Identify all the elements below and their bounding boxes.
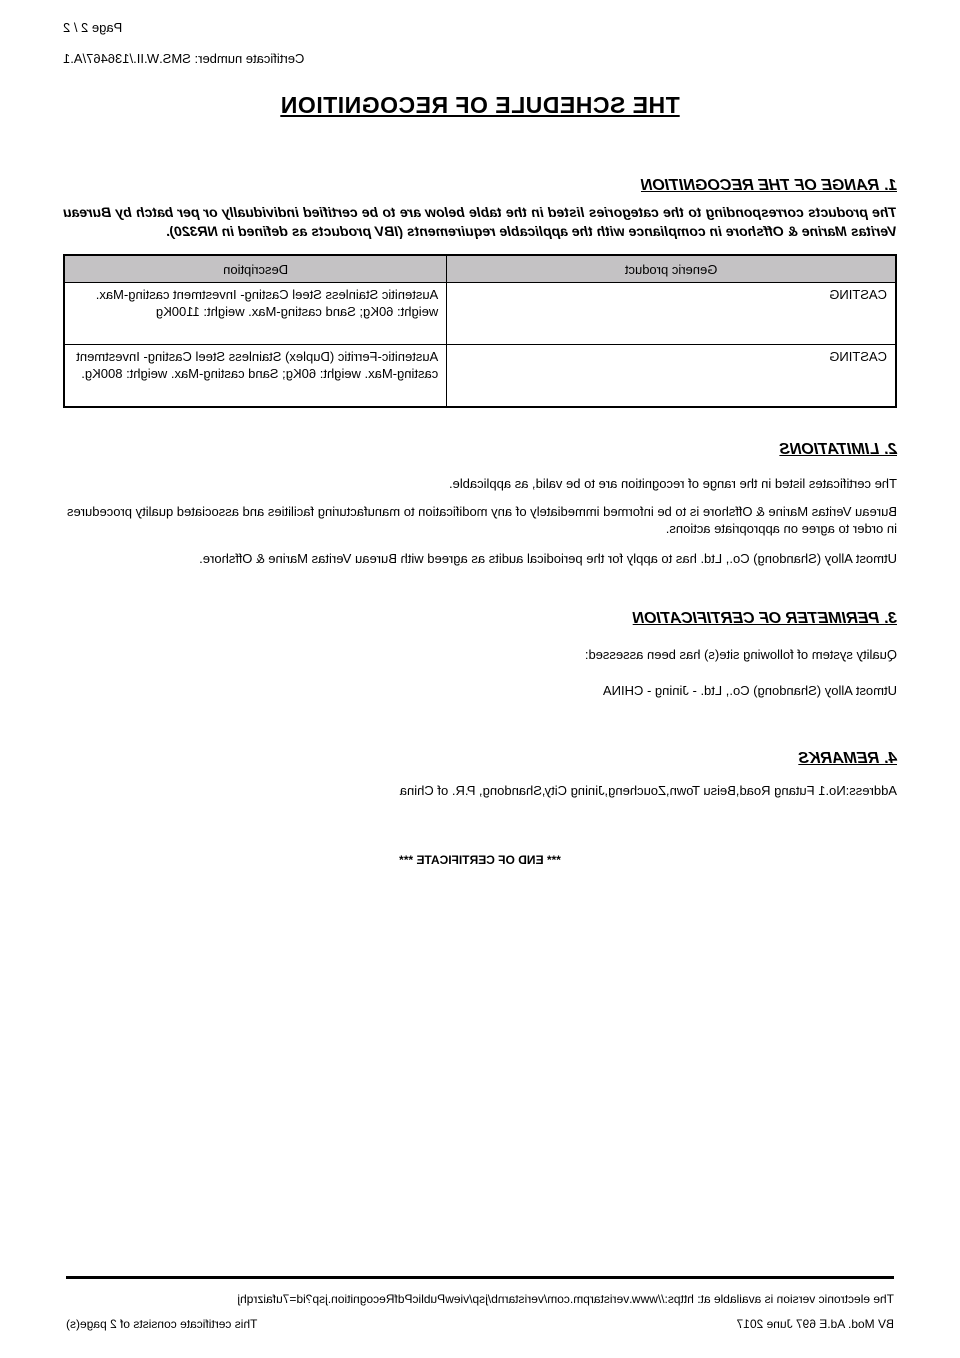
table-row [64, 283, 896, 345]
products-table-body [64, 283, 896, 408]
column-header-description: Description [64, 255, 447, 283]
footer-divider [66, 1276, 894, 1279]
table-row [64, 345, 896, 408]
generic-product-cell: CASTING [447, 283, 896, 345]
document-title: THE SCHEDULE OF RECOGNITION [280, 92, 680, 118]
page-count-note: This certificate consists of 2 page(s) [66, 1317, 258, 1331]
table-header-row [64, 255, 896, 283]
description-cell: Austenitic-Ferritic (Duplex) Stainless Steel Casting- Investment casting-Max. weight: 60Kg; Sand casting-Max. weight: 800Kg. [64, 345, 447, 408]
end-of-certificate-marker: *** END OF CERTIFICATE *** [399, 852, 561, 867]
section-remarks-heading: 4. REMARKS [798, 750, 897, 767]
perimeter-intro: Quality system of following site(s) has been assessed: [584, 647, 897, 662]
section-limitations-heading: 2. LIMITATIONS [779, 441, 897, 458]
range-paragraph: The products corresponding to the categories listed in the table below are to be certified individually or per batch by Bureau Veritas Marine & Offshore in compliance with the applicable requirements (IBV products as defined in NR320). [63, 204, 897, 239]
top-info [63, 20, 897, 67]
remarks-address: Address:No.1 Futang Road,Beisu Town,Zoucheng,Jining City,Shandong, P.R. of China [399, 783, 897, 798]
certificate-number: Certificate number: SMS.W.II./136467/A.1 [63, 51, 305, 66]
generic-product-cell: CASTING [447, 345, 896, 408]
limitations-paragraph: The certificates listed in the range of recognition are to be valid, as applicable. [448, 476, 897, 491]
description-cell: Austenitic Stainless Steel Casting- Investment casting-Max. weight: 60Kg; Sand casting-Max. weight: 1100Kg [64, 283, 447, 345]
page-number: Page 2 / 2 [63, 20, 123, 35]
electronic-version-note: The electronic version is available at: https://www.veristarpm.com/veristarnb/jsp/viewPublicPdfRecognition.jsp?id=7ufaizrqhj [237, 1292, 894, 1306]
section-range-heading: 1. RANGE OF THE RECOGNITION [640, 177, 897, 194]
column-header-generic-product: Generic product [447, 255, 896, 283]
footer [66, 1276, 894, 1331]
footer-bottom-row [66, 1317, 894, 1331]
limitations-paragraph: Bureau Veritas Marine & Offshore is to be informed immediately of any modification to manufacturing facilities and associated quality procedures in order to agree on appropriate actions. [66, 503, 897, 536]
limitations-paragraph: Utmost Alloy (Shandong) Co., Ltd. has to apply for the periodical audits as agreed with Bureau Veritas Marine & Offshore. [199, 550, 897, 566]
section-perimeter-heading: 3. PERIMETER OF CERTIFICATION [632, 610, 897, 627]
products-table [63, 254, 897, 408]
products-table-head [64, 255, 896, 283]
perimeter-site: Utmost Alloy (Shandong) Co., Ltd. - Jining - CHINA [602, 682, 897, 698]
form-reference: BV Mod. Ad.E 697 June 2017 [736, 1317, 894, 1331]
